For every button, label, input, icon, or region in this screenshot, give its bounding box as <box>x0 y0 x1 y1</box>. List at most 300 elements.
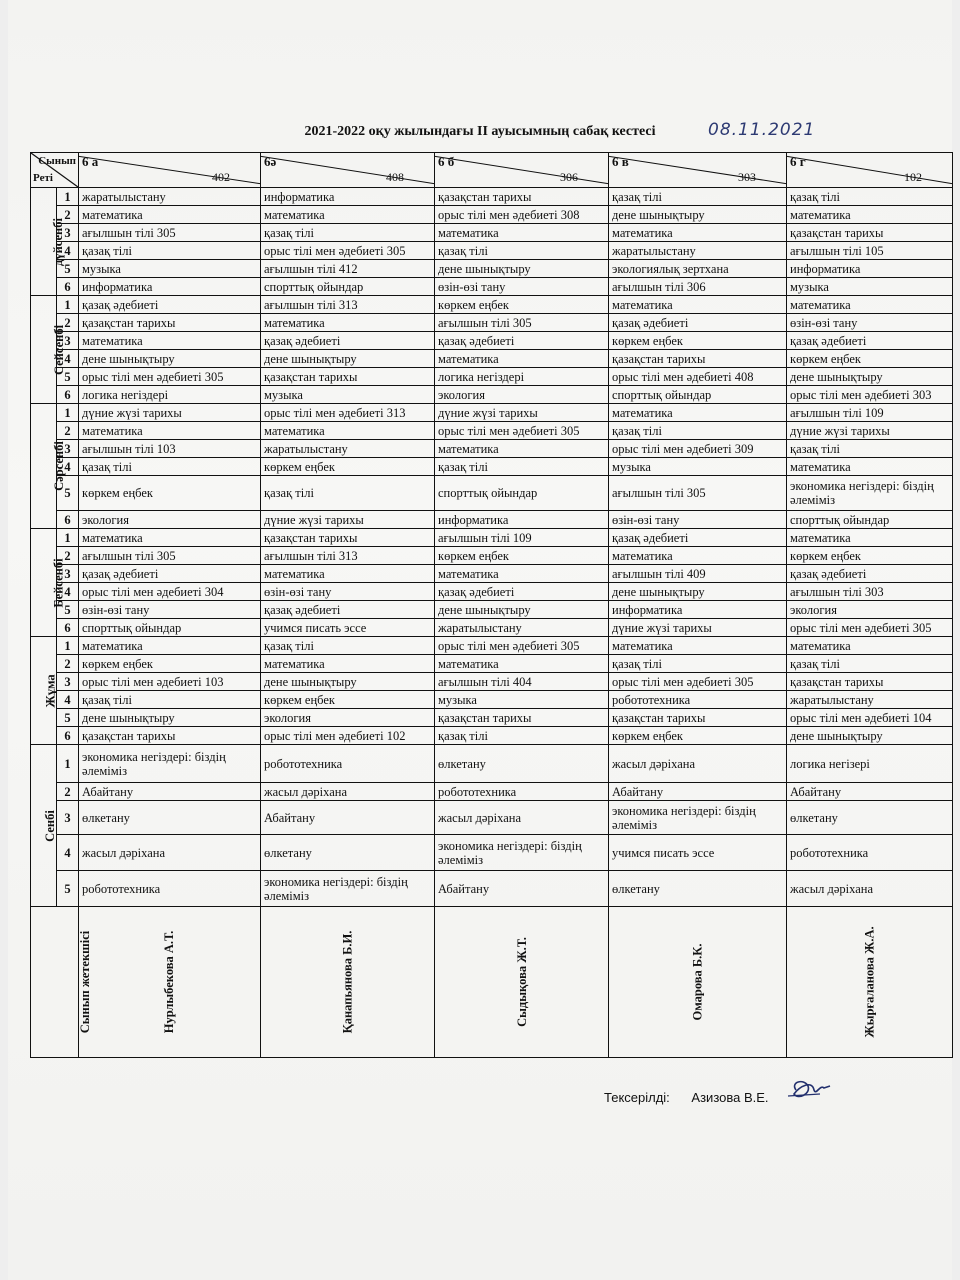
day-label <box>31 188 65 296</box>
lesson-cell: жаратылыстану <box>609 242 787 260</box>
lesson-cell: математика <box>435 440 609 458</box>
lesson-cell: математика <box>787 296 953 314</box>
lesson-row <box>31 511 953 529</box>
lesson-cell: көркем еңбек <box>787 350 953 368</box>
teacher-cell <box>79 907 261 1058</box>
class-header-1 <box>261 153 435 188</box>
lesson-cell: қазақстан тарихы <box>79 727 261 745</box>
lesson-cell: робототехника <box>79 871 261 907</box>
lesson-cell: қазақ тілі <box>79 458 261 476</box>
lesson-cell: ағылшын тілі 404 <box>435 673 609 691</box>
lesson-cell: қазақ тілі <box>79 242 261 260</box>
lesson-row <box>31 206 953 224</box>
lesson-number: 1 <box>57 637 79 655</box>
lesson-cell: қазақстан тарихы <box>609 350 787 368</box>
day-label <box>31 404 66 529</box>
lesson-cell: дене шынықтыру <box>609 206 787 224</box>
lesson-cell: ағылшын тілі 109 <box>435 529 609 547</box>
lesson-row <box>31 332 953 350</box>
lesson-cell: көркем еңбек <box>609 332 787 350</box>
lesson-row <box>31 278 953 296</box>
lesson-cell: спорттық ойындар <box>787 511 953 529</box>
lesson-row <box>31 547 953 565</box>
lesson-cell: математика <box>79 422 261 440</box>
lesson-row <box>31 476 953 511</box>
lesson-cell: өлкетану <box>787 801 953 835</box>
lesson-cell: өлкетану <box>609 871 787 907</box>
lesson-cell: ағылшын тілі 306 <box>609 278 787 296</box>
lesson-cell: қазақстан тарихы <box>609 709 787 727</box>
lesson-number: 3 <box>57 224 79 242</box>
lesson-cell: математика <box>261 422 435 440</box>
lesson-cell: орыс тілі мен әдебиеті 305 <box>435 422 609 440</box>
lesson-cell: қазақстан тарихы <box>79 314 261 332</box>
lesson-cell: дене шынықтыру <box>261 673 435 691</box>
lesson-cell: орыс тілі мен әдебиеті 305 <box>787 619 953 637</box>
class-room: 303 <box>738 170 756 184</box>
class-name: 6 в <box>612 154 629 169</box>
class-name: 6 б <box>438 154 455 169</box>
class-room: 402 <box>212 170 230 184</box>
lesson-cell: орыс тілі мен әдебиеті 305 <box>435 637 609 655</box>
lesson-cell: ағылшын тілі 412 <box>261 260 435 278</box>
lesson-cell: қазақ тілі <box>787 440 953 458</box>
schedule-table <box>30 152 953 1058</box>
lesson-cell: өзін-өзі тану <box>79 601 261 619</box>
lesson-cell: қазақстан тарихы <box>261 529 435 547</box>
lesson-cell: математика <box>609 547 787 565</box>
day-label <box>31 745 57 907</box>
lesson-number: 5 <box>57 260 79 278</box>
lesson-cell: дене шынықтыру <box>79 709 261 727</box>
lesson-cell: ағылшын тілі 305 <box>609 476 787 511</box>
lesson-cell: өзін-өзі тану <box>261 583 435 601</box>
lesson-cell: қазақ әдебиеті <box>609 314 787 332</box>
lesson-cell: ағылшын тілі 109 <box>787 404 953 422</box>
class-room: 408 <box>386 170 404 184</box>
lesson-cell: математика <box>435 224 609 242</box>
lesson-cell: музыка <box>609 458 787 476</box>
lesson-cell: робототехника <box>787 835 953 871</box>
lesson-number: 4 <box>57 583 79 601</box>
lesson-number: 5 <box>57 871 79 907</box>
lesson-cell: дене шынықтыру <box>435 260 609 278</box>
lesson-cell: өлкетану <box>435 745 609 783</box>
lesson-cell: ағылшын тілі 409 <box>609 565 787 583</box>
lesson-cell: математика <box>435 655 609 673</box>
lesson-cell: дене шынықтыру <box>435 601 609 619</box>
lesson-cell: математика <box>261 314 435 332</box>
lesson-row <box>31 655 953 673</box>
lesson-cell: жасыл дәріхана <box>79 835 261 871</box>
lesson-row <box>31 565 953 583</box>
lesson-cell: қазақ әдебиеті <box>435 332 609 350</box>
lesson-row <box>31 691 953 709</box>
lesson-row <box>31 296 953 314</box>
lesson-row <box>31 404 953 422</box>
day-name: Бейсенбі <box>51 557 66 608</box>
lesson-cell: қазақ әдебиеті <box>79 296 261 314</box>
lesson-number: 1 <box>57 745 79 783</box>
teacher-name: Омарова Б.К. <box>690 943 705 1021</box>
lesson-number: 6 <box>57 278 79 296</box>
lesson-cell: математика <box>787 637 953 655</box>
lesson-cell: информатика <box>435 511 609 529</box>
lesson-cell: көркем еңбек <box>261 458 435 476</box>
lesson-cell: логика негіздері <box>79 386 261 404</box>
lesson-cell: қазақ тілі <box>435 242 609 260</box>
lesson-number: 4 <box>57 242 79 260</box>
lesson-row <box>31 835 953 871</box>
lesson-number: 2 <box>57 314 79 332</box>
lesson-cell: орыс тілі мен әдебиеті 408 <box>609 368 787 386</box>
lesson-cell: өлкетану <box>79 801 261 835</box>
lesson-cell: ағылшын тілі 313 <box>261 547 435 565</box>
teacher-cell <box>609 907 787 1058</box>
lesson-cell: учимся писать эссе <box>609 835 787 871</box>
lesson-cell: қазақ әдебиеті <box>609 529 787 547</box>
lesson-cell: математика <box>79 332 261 350</box>
lesson-cell: қазақ тілі <box>435 727 609 745</box>
lesson-cell: экологиялық зертхана <box>609 260 787 278</box>
lesson-cell: жасыл дәріхана <box>787 871 953 907</box>
corner-label-class: Сынып <box>38 155 76 167</box>
lesson-number: 3 <box>57 440 79 458</box>
teacher-label: Сынып жетекшісі <box>78 930 93 1034</box>
lesson-cell: қазақ тілі <box>609 655 787 673</box>
lesson-number: 3 <box>57 801 79 835</box>
lesson-cell: экономика негіздері: біздің әлеміміз <box>261 871 435 907</box>
lesson-row <box>31 260 953 278</box>
lesson-row <box>31 422 953 440</box>
lesson-number: 2 <box>57 655 79 673</box>
lesson-number: 6 <box>57 386 79 404</box>
lesson-cell: логика негізері <box>787 745 953 783</box>
header-diagonal <box>787 153 952 187</box>
lesson-row <box>31 801 953 835</box>
lesson-number: 2 <box>57 206 79 224</box>
lesson-number: 3 <box>57 565 79 583</box>
lesson-cell: орыс тілі мен әдебиеті 308 <box>435 206 609 224</box>
lesson-cell: қазақ тілі <box>261 637 435 655</box>
teacher-cell <box>435 907 609 1058</box>
day-label <box>31 637 57 745</box>
lesson-cell: экология <box>787 601 953 619</box>
lesson-cell: дүние жүзі тарихы <box>79 404 261 422</box>
lesson-row <box>31 368 953 386</box>
day-label <box>31 529 66 637</box>
lesson-cell: жаратылыстану <box>787 691 953 709</box>
day-name: Сенбі <box>42 809 57 842</box>
lesson-cell: орыс тілі мен әдебиеті 313 <box>261 404 435 422</box>
lesson-row <box>31 458 953 476</box>
lesson-cell: ағылшын тілі 105 <box>787 242 953 260</box>
teacher-cell <box>261 907 435 1058</box>
day-name: дүйсенбі <box>50 217 65 266</box>
lesson-cell: экология <box>79 511 261 529</box>
lesson-number: 4 <box>57 458 79 476</box>
lesson-cell: дене шынықтыру <box>787 368 953 386</box>
lesson-cell: қазақ әдебиеті <box>261 332 435 350</box>
lesson-cell: математика <box>79 637 261 655</box>
lesson-cell: көркем еңбек <box>79 655 261 673</box>
lesson-cell: математика <box>261 565 435 583</box>
lesson-cell: жаратылыстану <box>79 188 261 206</box>
lesson-cell: логика негіздері <box>435 368 609 386</box>
lesson-cell: математика <box>79 206 261 224</box>
lesson-cell: көркем еңбек <box>261 691 435 709</box>
lesson-cell: қазақ тілі <box>787 188 953 206</box>
lesson-number: 5 <box>57 601 79 619</box>
lesson-row <box>31 242 953 260</box>
lesson-cell: математика <box>435 565 609 583</box>
teacher-name: Қанапьянова Б.И. <box>340 930 355 1034</box>
lesson-cell: көркем еңбек <box>435 296 609 314</box>
lesson-cell: ағылшын тілі 313 <box>261 296 435 314</box>
lesson-cell: экономика негіздері: біздің әлеміміз <box>435 835 609 871</box>
lesson-row <box>31 188 953 206</box>
lesson-cell: математика <box>609 296 787 314</box>
lesson-cell: спорттық ойындар <box>79 619 261 637</box>
lesson-number: 6 <box>57 511 79 529</box>
lesson-cell: орыс тілі мен әдебиеті 303 <box>787 386 953 404</box>
lesson-cell: дүние жүзі тарихы <box>609 619 787 637</box>
lesson-cell: математика <box>79 529 261 547</box>
header-diagonal <box>609 153 786 187</box>
lesson-cell: көркем еңбек <box>787 547 953 565</box>
lesson-cell: информатика <box>787 260 953 278</box>
class-header-0 <box>79 153 261 188</box>
lesson-cell: дене шынықтыру <box>609 583 787 601</box>
handwritten-date: 08.11.2021 <box>708 120 816 140</box>
lesson-cell: Абайтану <box>261 801 435 835</box>
lesson-row <box>31 637 953 655</box>
lesson-row <box>31 727 953 745</box>
lesson-cell: орыс тілі мен әдебиеті 102 <box>261 727 435 745</box>
lesson-cell: орыс тілі мен әдебиеті 309 <box>609 440 787 458</box>
lesson-cell: дүние жүзі тарихы <box>787 422 953 440</box>
header-row <box>31 153 953 188</box>
checked-by <box>604 1090 769 1105</box>
lesson-number: 2 <box>57 783 79 801</box>
lesson-cell: информатика <box>79 278 261 296</box>
lesson-cell: математика <box>787 206 953 224</box>
lesson-row <box>31 709 953 727</box>
lesson-cell: өлкетану <box>261 835 435 871</box>
lesson-number: 3 <box>57 673 79 691</box>
class-header-2 <box>435 153 609 188</box>
lesson-cell: дүние жүзі тарихы <box>261 511 435 529</box>
lesson-number: 4 <box>57 350 79 368</box>
lesson-cell: ағылшын тілі 305 <box>435 314 609 332</box>
lesson-number: 2 <box>57 422 79 440</box>
lesson-cell: математика <box>435 350 609 368</box>
lesson-cell: орыс тілі мен әдебиеті 305 <box>261 242 435 260</box>
lesson-cell: қазақстан тарихы <box>261 368 435 386</box>
lesson-cell: экология <box>261 709 435 727</box>
lesson-row <box>31 440 953 458</box>
header-diagonal <box>79 153 260 187</box>
header-diagonal <box>261 153 434 187</box>
lesson-cell: қазақ тілі <box>435 458 609 476</box>
lesson-row <box>31 673 953 691</box>
lesson-cell: қазақ тілі <box>261 476 435 511</box>
lesson-number: 1 <box>57 296 79 314</box>
lesson-cell: музыка <box>261 386 435 404</box>
class-name: 6 а <box>82 154 99 169</box>
page-title: 2021-2022 оқу жылындағы ІІ ауысымның сабақ кестесі <box>304 124 656 139</box>
teacher-row <box>31 907 953 1058</box>
lesson-cell: Абайтану <box>787 783 953 801</box>
teacher-cell <box>787 907 953 1058</box>
day-name: Сейсенбі <box>52 324 67 375</box>
lesson-cell: қазақстан тарихы <box>787 224 953 242</box>
lesson-cell: ағылшын тілі 305 <box>79 547 261 565</box>
lesson-cell: экономика негіздері: біздің әлеміміз <box>79 745 261 783</box>
lesson-number: 6 <box>57 727 79 745</box>
lesson-cell: қазақ әдебиеті <box>79 565 261 583</box>
checked-name: Азизова В.Е. <box>691 1090 769 1105</box>
lesson-cell: музыка <box>787 278 953 296</box>
lesson-cell: математика <box>787 458 953 476</box>
lesson-cell: қазақ тілі <box>79 691 261 709</box>
lesson-number: 5 <box>57 368 79 386</box>
lesson-cell: орыс тілі мен әдебиеті 305 <box>609 673 787 691</box>
lesson-cell: қазақстан тарихы <box>435 709 609 727</box>
signature-mark <box>786 1076 834 1104</box>
lesson-cell: қазақ әдебиеті <box>261 601 435 619</box>
lesson-cell: қазақ әдебиеті <box>787 565 953 583</box>
lesson-cell: орыс тілі мен әдебиеті 104 <box>787 709 953 727</box>
lesson-cell: өзін-өзі тану <box>435 278 609 296</box>
lesson-cell: дүние жүзі тарихы <box>435 404 609 422</box>
lesson-row <box>31 529 953 547</box>
lesson-cell: робототехника <box>609 691 787 709</box>
lesson-cell: экономика негіздері: біздің әлеміміз <box>609 801 787 835</box>
lesson-cell: қазақ әдебиеті <box>435 583 609 601</box>
lesson-number: 2 <box>57 547 79 565</box>
teacher-name: Сыдықова Ж.Т. <box>514 937 529 1027</box>
document-page <box>8 0 952 1280</box>
lesson-cell: ағылшын тілі 303 <box>787 583 953 601</box>
lesson-cell: орыс тілі мен әдебиеті 304 <box>79 583 261 601</box>
lesson-row <box>31 619 953 637</box>
lesson-cell: өзін-өзі тану <box>787 314 953 332</box>
lesson-number: 5 <box>57 476 79 511</box>
lesson-cell: орыс тілі мен әдебиеті 103 <box>79 673 261 691</box>
day-name: Жұма <box>43 673 58 708</box>
lesson-row <box>31 583 953 601</box>
lesson-cell: информатика <box>261 188 435 206</box>
header-diagonal <box>435 153 608 187</box>
lesson-cell: дене шынықтыру <box>787 727 953 745</box>
lesson-cell: қазақ тілі <box>261 224 435 242</box>
lesson-cell: учимся писать эссе <box>261 619 435 637</box>
lesson-cell: жаратылыстану <box>261 440 435 458</box>
corner-cell <box>31 153 79 188</box>
lesson-row <box>31 745 953 783</box>
lesson-cell: музыка <box>79 260 261 278</box>
lesson-cell: Абайтану <box>79 783 261 801</box>
lesson-cell: дене шынықтыру <box>79 350 261 368</box>
lesson-cell: қазақ әдебиеті <box>787 332 953 350</box>
lesson-cell: информатика <box>609 601 787 619</box>
class-header-4 <box>787 153 953 188</box>
lesson-row <box>31 601 953 619</box>
lesson-cell: математика <box>261 655 435 673</box>
lesson-cell: математика <box>609 637 787 655</box>
lesson-cell: экология <box>435 386 609 404</box>
lesson-number: 3 <box>57 332 79 350</box>
lesson-cell: спорттық ойындар <box>609 386 787 404</box>
lesson-cell: математика <box>609 224 787 242</box>
lesson-cell: көркем еңбек <box>609 727 787 745</box>
teacher-row-label <box>31 907 93 1058</box>
lesson-cell: қазақ тілі <box>787 655 953 673</box>
lesson-cell: жасыл дәріхана <box>435 801 609 835</box>
lesson-number: 1 <box>57 529 79 547</box>
corner-label-order: Реті <box>33 172 53 184</box>
lesson-number: 1 <box>57 404 79 422</box>
lesson-cell: Абайтану <box>609 783 787 801</box>
lesson-cell: орыс тілі мен әдебиеті 305 <box>79 368 261 386</box>
lesson-cell: жаратылыстану <box>435 619 609 637</box>
lesson-cell: жасыл дәріхана <box>261 783 435 801</box>
lesson-cell: математика <box>609 404 787 422</box>
class-room: 102 <box>904 170 922 184</box>
checked-label: Тексерілді: <box>604 1090 670 1105</box>
lesson-row <box>31 350 953 368</box>
teacher-name: Жырғаланова Ж.А. <box>862 926 877 1038</box>
lesson-cell: ағылшын тілі 305 <box>79 224 261 242</box>
lesson-cell: ағылшын тілі 103 <box>79 440 261 458</box>
lesson-cell: спорттық ойындар <box>435 476 609 511</box>
lesson-cell: экономика негіздері: біздің әлеміміз <box>787 476 953 511</box>
class-header-3 <box>609 153 787 188</box>
lesson-number: 5 <box>57 709 79 727</box>
lesson-cell: көркем еңбек <box>79 476 261 511</box>
lesson-cell: көркем еңбек <box>435 547 609 565</box>
lesson-cell: қазақ тілі <box>609 188 787 206</box>
lesson-row <box>31 783 953 801</box>
lesson-row <box>31 314 953 332</box>
lesson-cell: музыка <box>435 691 609 709</box>
lesson-cell: қазақстан тарихы <box>787 673 953 691</box>
lesson-cell: дене шынықтыру <box>261 350 435 368</box>
lesson-cell: өзін-өзі тану <box>609 511 787 529</box>
lesson-row <box>31 224 953 242</box>
lesson-row <box>31 386 953 404</box>
class-room: 306 <box>560 170 578 184</box>
lesson-cell: робототехника <box>435 783 609 801</box>
day-name: Сәрсенбі <box>51 441 66 491</box>
lesson-cell: математика <box>261 206 435 224</box>
lesson-cell: Абайтану <box>435 871 609 907</box>
schedule-body <box>31 153 953 1058</box>
lesson-number: 1 <box>57 188 79 206</box>
class-name: 6 г <box>790 154 806 169</box>
lesson-number: 4 <box>57 691 79 709</box>
lesson-number: 6 <box>57 619 79 637</box>
lesson-cell: жасыл дәріхана <box>609 745 787 783</box>
class-name: 6ә <box>264 154 277 169</box>
lesson-cell: қазақ тілі <box>609 422 787 440</box>
teacher-name: Нурлыбекова А.Т. <box>162 930 177 1034</box>
lesson-cell: қазақстан тарихы <box>435 188 609 206</box>
day-label <box>31 296 67 404</box>
lesson-number: 4 <box>57 835 79 871</box>
lesson-row <box>31 871 953 907</box>
